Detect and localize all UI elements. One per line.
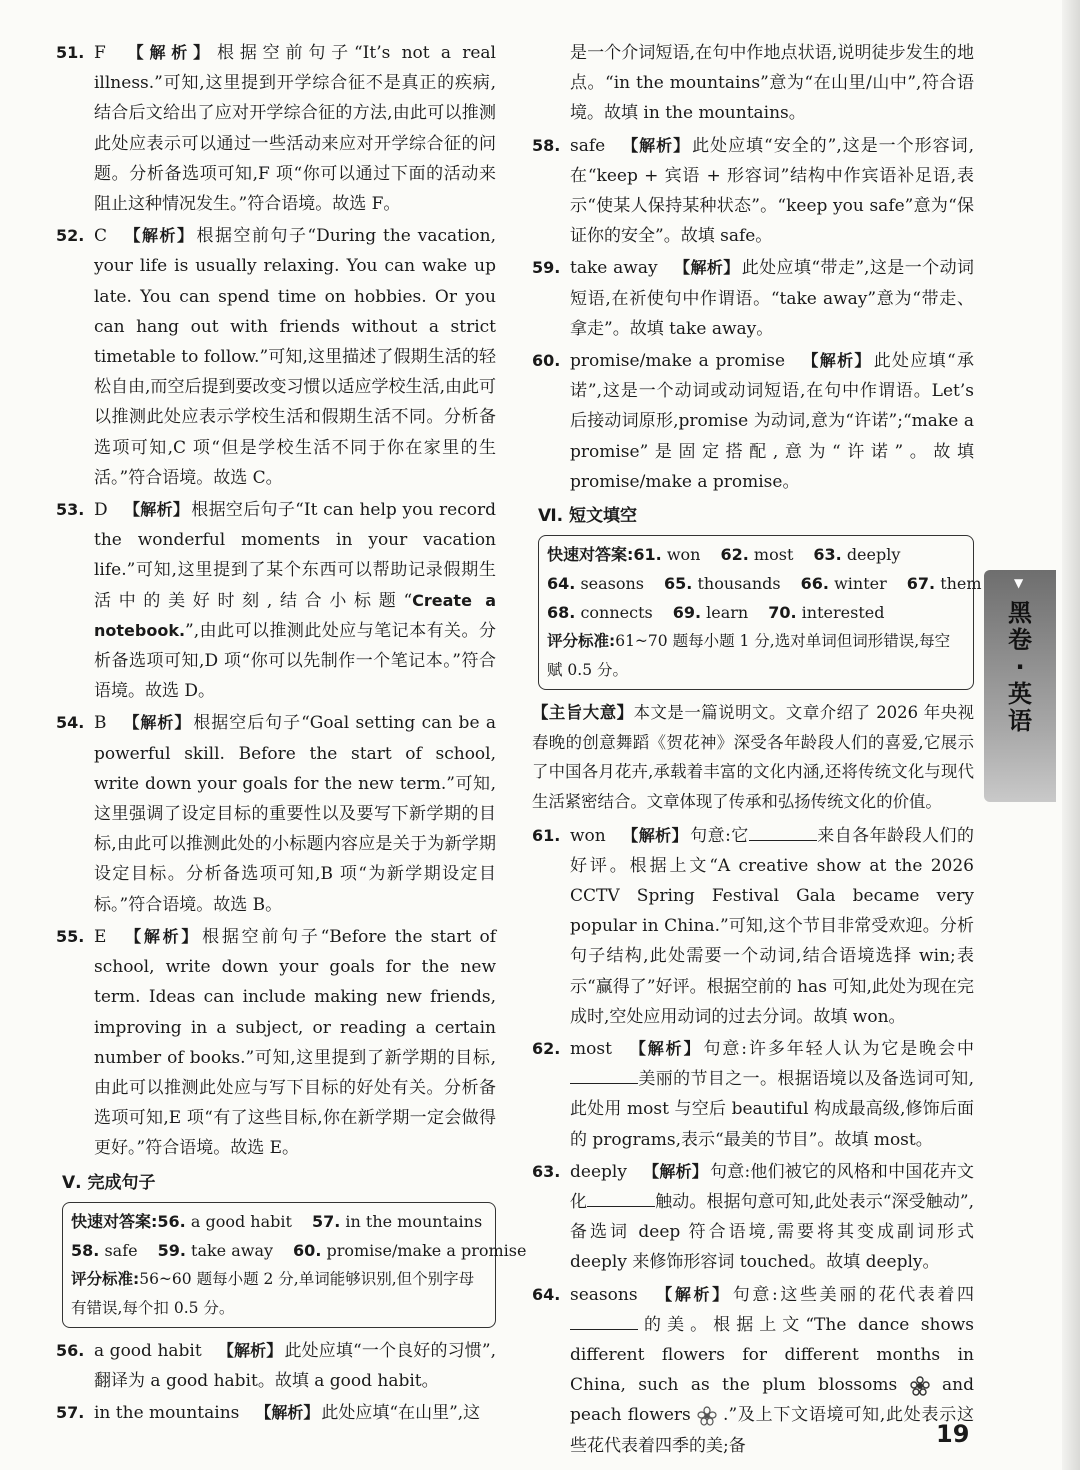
answer-item-59: 59. take away 【解析】 此处应填“带走”,这是一个动词短语,在祈使句中作谓语。“take away”意为“带走、拿走”。故填 take away。 [532, 258, 974, 339]
section-heading: Ⅵ. 短文填空 [538, 506, 638, 527]
explanation-text: 根据空前句子“During the vacation, your life is usually relaxing. You can wake up late. You can spend time on hobbies. Or you can hang out with friends without a strict timetable to follow.”可知,这里描述了假期生活的轻松自由,而空后提到要改变习惯以适应学校生活,由此可以推测此处应表示学校生活和假期生活不同。分析备选项可知,C 项“但是学校生活不同于你在家里的生活。”符合语境。故选 C。 [94, 226, 496, 488]
answer-item-57-continued [532, 38, 974, 129]
answer-item-53: 53. D 【解析】 根据空后句子“It can help you record the wonderful moments in your vacation life.”可知,这里提到了某个东西可以帮助记录假期生活中的美好时刻,结合小标题“Create a notebook.”,由此可以推测此处应与笔记本有关。分析备选项可知,D 项“你可以先制作一个笔记本。”符合语境。故选 D。 [56, 500, 496, 702]
plum-blossom-icon [910, 1376, 930, 1396]
section-heading: Ⅴ. 完成句子 [62, 1172, 156, 1193]
answer-item-60: 60. promise/make a promise 【解析】 此处应填“承诺”,这是一个动词或动词短语,在句中作谓语。Let’s 后接动词原形,promise 为动词,意为“许诺”;“make a promise”是固定搭配,意为“许诺”。故填 promise/make a promise。 [532, 351, 974, 492]
answer-item-62: 62. most 【解析】 句意:许多年轻人认为它是晚会中美丽的节目之一。根据语境以及备选词可知,此处用 most 与空后 beautiful 构成最高级,修饰后面的 programs,表示“最美的节目”。故填 most。 [532, 1039, 974, 1150]
side-tab [984, 570, 1056, 802]
answer-item-63: 63. deeply 【解析】 句意:他们被它的风格和中国花卉文化 触动。根据句意可知,此处表示“深受触动”,备选词 deep 符合语境,需要将其变成副词形式 deeply 来修饰形容词 touched。故填 deeply。 [532, 1161, 974, 1273]
blank-line [587, 1190, 655, 1207]
explanation-text: 根据空前句子“Before the start of school, write down your goals for the new term. Ideas can include making new friends, improving in a subject, or reading a certain number of books.”可知,这里提到了新学期的目标,由此可以推测此处应与写下目标的好处有关。分析备选项可知,E 项“有了这些目标,你在新学期一定会做得更好。”符合语境。故选 E。 [94, 926, 496, 1159]
blank-line [570, 1067, 638, 1084]
explanation-text: 此处应填“带走”,这是一个动词短语,在祈使句中作谓语。“take away”意为“带走、拿走”。故填 take away。 [570, 258, 974, 339]
quick-answer-row: 64. seasons 65. thousands 66. winter 67. them [547, 574, 982, 594]
side-tab-label: 黑 卷 · 英 语 [1008, 599, 1032, 735]
scoring-note: 评分标准:61~70 题每小题 1 分,选对单词但词形错误,每空赋 0.5 分。 [547, 632, 951, 680]
answer-item-52: 52. C 【解析】 根据空前句子“During the vacation, your life is usually relaxing. You can wake up late. You can spend time on hobbies. Or you can hang out with friends without a strict timetable to follow.”可知,这里描述了假期生活的轻松自由,而空后提到要改变习惯以适应学校生活,由此可以推测此处应表示学校生活和假期生活不同。分析备选项可知,C 项“但是学校生活不同于你在家里的生活。”符合语境。故选 C。 [56, 226, 496, 488]
explanation-text: 根据空前句子“It’s not a real illness.”可知,这里提到开学综合征不是真正的疾病,结合后文给出了应对开学综合征的方法,由此可以推测此处应表示可以通过一些活动来应对开学综合征的问题。分析备选项可知,F 项“你可以通过下面的活动来阻止这种情况发生。”符合语境。故选 F。 [94, 43, 496, 215]
quick-answer-box [538, 535, 982, 690]
blank-line [570, 1313, 638, 1330]
triangle-down-icon: ▼ [1014, 576, 1024, 590]
left-column [56, 38, 527, 1430]
answer-item-56: 56. a good habit 【解析】 此处应填“一个良好的习惯”,翻译为 a good habit。故填 a good habit。 [56, 1340, 496, 1391]
answer-item-51: 51. F 【解析】 根据空前句子“It’s not a real illness.”可知,这里提到开学综合征不是真正的疾病,结合后文给出了应对开学综合征的方法,由此可以推测此处应表示可以通过一些活动来应对开学综合征的问题。分析备选项可知,F 项“你可以通过下面的活动来阻止这种情况发生。”符合语境。故选 F。 [56, 43, 496, 215]
explanation-text: 此处应填“安全的”,这是一个形容词,在“keep + 宾语 + 形容词”结构中作宾语补足语,表示“使某人保持某种状态”。“keep you safe”意为“保证你的安全”。故填 safe。 [570, 135, 974, 247]
quick-answer-row: 快速对答案:56. a good habit 57. in the mountains [71, 1211, 483, 1231]
subheading-quote: Create a notebook. [94, 590, 496, 640]
quick-answer-row: 快速对答案:61. won 62. most 63. deeply [547, 545, 901, 565]
explanation-text: 根据空后句子“Goal setting can be a powerful skill. Before the start of school, write down your goals for the new term.”可知,这里强调了设定目标的重要性以及要写下新学期的目标,由此可以推测此处的小标题内容应是关于为新学期设定目标。分析备选项可知,B 项“为新学期设定目标。”符合语境。故选 B。 [94, 713, 496, 915]
explanation-text: 此处应填“承诺”,这是一个动词或动词短语,在句中作谓语。Let’s 后接动词原形,promise 为动词,意为“许诺”;“make a promise”是固定搭配,意为“许诺”。故填 promise/make a promise。 [570, 351, 974, 492]
scoring-note: 评分标准:56~60 题每小题 2 分,单词能够识别,但个别字母有错误,每个扣 0.5 分。 [71, 1269, 475, 1317]
explanation-text: 此处应填“一个良好的习惯”,翻译为 a good habit。故填 a good habit。 [94, 1340, 496, 1391]
explanation-text: 根据空后句子“It can help you record the wonderful moments in your vacation life.”可知,这里提到了某个东西可以帮助记录假期生活中的美好时刻,结合小标题“ [94, 500, 496, 611]
answer-item-58: 58. safe 【解析】 此处应填“安全的”,这是一个形容词,在“keep + 宾语 + 形容词”结构中作宾语补足语,表示“使某人保持某种状态”。“keep you safe”意为“保证你的安全”。故填 safe。 [532, 135, 974, 247]
answer-item-54: 54. B 【解析】 根据空后句子“Goal setting can be a powerful skill. Before the start of school, write down your goals for the new term.”可知,这里强调了设定目标的重要性以及要写下新学期的目标,由此可以推测此处的小标题内容应是关于为新学期设定目标。分析备选项可知,B 项“为新学期设定目标。”符合语境。故选 B。 [56, 713, 496, 915]
page-edge [1062, 0, 1080, 1470]
main-idea-summary: 【主旨大意】本文是一篇说明文。文章介绍了 2026 年央视春晚的创意舞蹈《贺花神》深受各年龄段人们的喜爱,它展示了中国各月花卉,承载着丰富的文化内涵,还将传统文化与现代生活紧密结合。文章体现了传承和弘扬传统文化的价值。 [532, 703, 974, 812]
answer-item-55: 55. E 【解析】 根据空前句子“Before the start of school, write down your goals for the new term. Ideas can include making new friends, improving in a subject, or reading a certain number of books.”可知,这里提到了新学期的目标,由此可以推测此处应与写下目标的好处有关。分析备选项可知,E 项“有了这些目标,你在新学期一定会做得更好。”符合语境。故选 E。 [56, 926, 496, 1159]
peach-flower-icon [697, 1406, 717, 1426]
quick-answer-row: 68. connects 69. learn 70. interested [547, 603, 885, 623]
answer-item-61: 61. won 【解析】 句意:它 来自各年龄段人们的好评。根据上文“A creative show at the 2026 CCTV Spring Festival Gala became very popular in China.”可知,这个节目非常受欢迎。分析句子结构,此处需要一个动词,结合语境选择 win;表示“赢得了”好评。根据空前的 has 可知,此处为现在完成时,空处应用动词的过去分词。故填 won。 [532, 825, 974, 1027]
answer-item-64: 64. seasons 【解析】 句意:这些美丽的花代表着四的美。根据上文“The dance shows different flowers for different months in China, such as the plum blossoms and peach flowers .”及上下文语境可知,此处表示这些花代表着四季的美;备 [532, 1284, 974, 1456]
quick-answer-box [62, 1202, 527, 1328]
answer-item-57: 57. in the mountains 【解析】 此处应填“在山里”,这 [56, 1403, 481, 1424]
quick-answer-row: 58. safe 59. take away 60. promise/make a promise [71, 1240, 527, 1260]
right-column [532, 38, 982, 1463]
explanation-text: 是一个介词短语,在句中作地点状语,说明徒步发生的地点。“in the mountains”意为“在山里/山中”,符合语境。故填 in the mountains。 [570, 43, 974, 124]
explanation-text: 此处应填“在山里”,这 [321, 1403, 481, 1424]
explanation-text: ”,由此可以推测此处应与笔记本有关。分析备选项可知,D 项“你可以先制作一个笔记本。”符合语境。故选 D。 [94, 620, 496, 702]
page-number: 19 [936, 1420, 970, 1448]
blank-line [749, 824, 817, 841]
